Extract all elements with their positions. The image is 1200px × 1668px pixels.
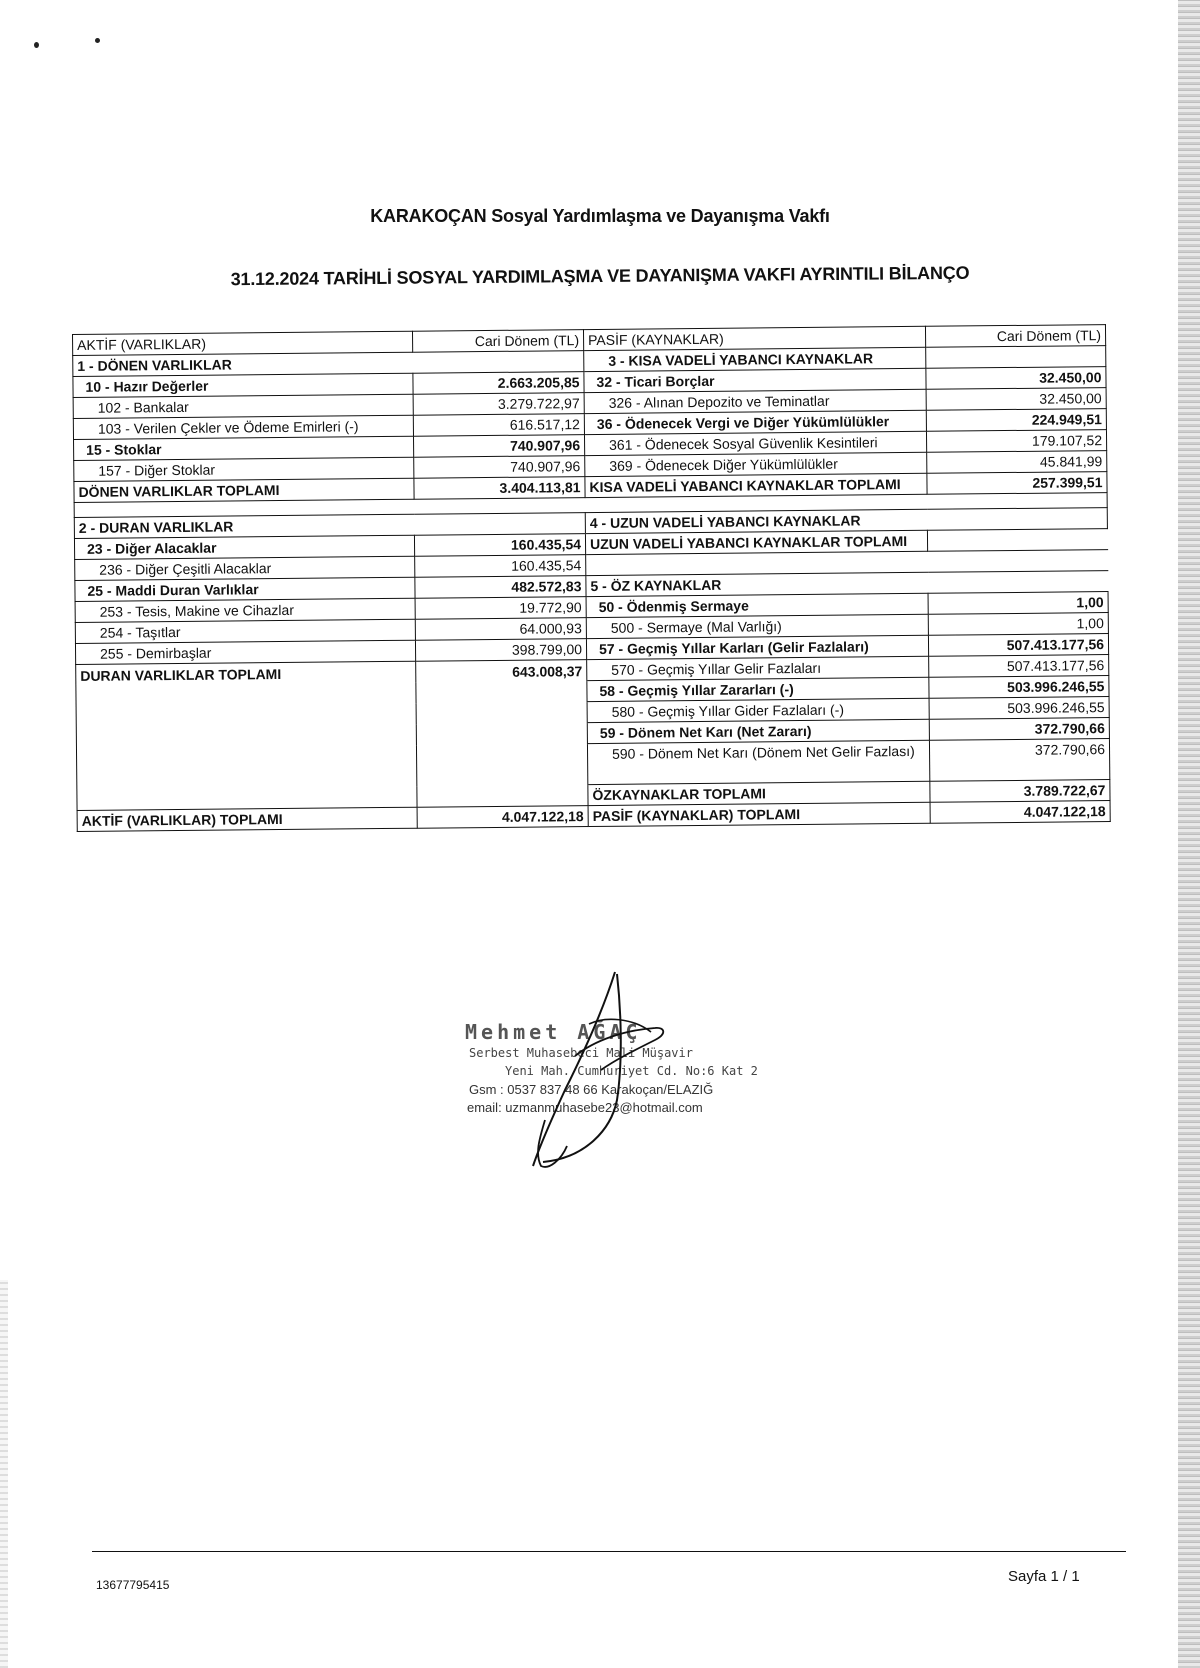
aktif-empty-cell (76, 745, 416, 789)
aktif-empty-cell (416, 681, 587, 704)
aktif-empty-cell (416, 723, 587, 746)
pasif-value: 1,00 (928, 613, 1108, 636)
pasif-label: 32 - Ticari Borçlar (584, 368, 926, 392)
aktif-header: AKTİF (VARLIKLAR) (73, 331, 413, 355)
pasif-total-label: KISA VADELİ YABANCI KAYNAKLAR TOPLAMI (585, 473, 927, 497)
pasif-total-label: ÖZKAYNAKLAR TOPLAMI (588, 781, 930, 805)
pasif-label: 369 - Ödenecek Diğer Yükümlülükler (585, 452, 927, 476)
pasif-label: 500 - Sermaye (Mal Varlığı) (586, 614, 928, 638)
pasif-value: 503.996.246,55 (929, 697, 1109, 720)
stamp-phone: Gsm : 0537 837 48 66 Karakoçan/ELAZIĞ (469, 1082, 714, 1097)
document-id: 13677795415 (96, 1578, 170, 1592)
pasif-label: 50 - Ödenmiş Sermaye (586, 593, 928, 617)
pasif-header: PASİF (KAYNAKLAR) (583, 326, 925, 350)
aktif-total-value: 643.008,37 (416, 660, 587, 683)
aktif-value: 482.572,83 (415, 576, 586, 599)
pasif-section-label: 4 - UZUN VADELİ YABANCI KAYNAKLAR (585, 508, 1107, 534)
aktif-empty-cell (416, 702, 587, 725)
pasif-total-value: 257.399,51 (927, 472, 1107, 495)
pasif-label: 36 - Ödenecek Vergi ve Diğer Yükümlülükler (584, 410, 926, 434)
aktif-period-header: Cari Dönem (TL) (412, 330, 583, 353)
footer-divider (92, 1551, 1126, 1552)
scan-speck (34, 42, 39, 48)
pasif-value (926, 346, 1106, 369)
aktif-value: 2.663.205,85 (413, 372, 584, 395)
pasif-value: 507.413.177,56 (929, 655, 1109, 678)
pasif-label: 361 - Ödenecek Sosyal Güvenlik Kesintileri (584, 431, 926, 455)
pasif-label: 580 - Geçmiş Yıllar Gider Fazlaları (-) (587, 698, 929, 722)
pasif-grand-total-value: 4.047.122,18 (930, 801, 1110, 824)
aktif-section-label: 2 - DURAN VARLIKLAR (74, 513, 585, 539)
aktif-label: 10 - Hazır Değerler (73, 373, 413, 397)
aktif-total-label: DURAN VARLIKLAR TOPLAMI (76, 661, 416, 685)
pasif-total-value: 3.789.722,67 (930, 780, 1110, 803)
pasif-section-label: 3 - KISA VADELİ YABANCI KAYNAKLAR (584, 347, 926, 371)
pasif-value: 372.790,66 (929, 718, 1109, 741)
aktif-section-label: 1 - DÖNEN VARLIKLAR (73, 351, 584, 377)
scan-edge-left (0, 1280, 8, 1668)
pasif-value: 32.450,00 (926, 367, 1106, 390)
aktif-value: 160.435,54 (415, 555, 586, 578)
aktif-total-value: 3.404.113,81 (414, 477, 585, 500)
page-number: Sayfa 1 / 1 (1008, 1568, 1080, 1585)
balance-sheet-table (72, 324, 1111, 832)
aktif-value: 740.907,96 (414, 456, 585, 479)
pasif-period-header: Cari Dönem (TL) (925, 325, 1105, 348)
aktif-value: 398.799,00 (415, 639, 586, 662)
aktif-label: 255 - Demirbaşlar (75, 640, 415, 664)
stamp-name: Mehmet AĞAÇ (465, 1020, 642, 1044)
aktif-label: 254 - Taşıtlar (75, 619, 415, 643)
aktif-value: 740.907,96 (413, 435, 584, 458)
aktif-value: 64.000,93 (415, 618, 586, 641)
aktif-empty-cell (416, 744, 587, 787)
aktif-total-label: DÖNEN VARLIKLAR TOPLAMI (74, 478, 414, 502)
pasif-section-label: 5 - ÖZ KAYNAKLAR (586, 571, 1108, 597)
aktif-grand-total-label: AKTİF (VARLIKLAR) TOPLAMI (77, 807, 417, 831)
aktif-empty-cell (417, 785, 588, 808)
pasif-value: 45.841,99 (927, 451, 1107, 474)
aktif-label: 102 - Bankalar (73, 394, 413, 418)
pasif-value: 507.413.177,56 (928, 634, 1108, 657)
pasif-total-label: UZUN VADELİ YABANCI KAYNAKLAR TOPLAMI (585, 530, 927, 554)
signature-icon (505, 970, 695, 1170)
pasif-label: 58 - Geçmiş Yıllar Zararları (-) (587, 677, 929, 701)
pasif-value: 32.450,00 (926, 388, 1106, 411)
organization-title: KARAKOÇAN Sosyal Yardımlaşma ve Dayanışma Vakfı (370, 206, 830, 226)
aktif-value: 3.279.722,97 (413, 393, 584, 416)
aktif-label: 103 - Verilen Çekler ve Ödeme Emirleri (-) (73, 415, 413, 439)
aktif-label: 157 - Diğer Stoklar (74, 457, 414, 481)
document-title: 31.12.2024 TARİHLİ SOSYAL YARDIMLAŞMA VE DAYANIŞMA VAKFI AYRINTILI BİLANÇO (230, 262, 970, 290)
pasif-label: 326 - Alınan Depozito ve Teminatlar (584, 389, 926, 413)
stamp-email: email: uzmanmuhasebe23@hotmail.com (467, 1100, 703, 1115)
pasif-value: 179.107,52 (926, 430, 1106, 453)
stamp-address: Yeni Mah. Cumhuriyet Cd. No:6 Kat 2 (505, 1064, 758, 1078)
aktif-grand-total-value: 4.047.122,18 (417, 806, 588, 829)
pasif-value: 1,00 (928, 592, 1108, 615)
pasif-value: 224.949,51 (926, 409, 1106, 432)
scan-edge (1178, 0, 1200, 1668)
aktif-label: 25 - Maddi Duran Varlıklar (75, 577, 415, 601)
aktif-label: 15 - Stoklar (74, 436, 414, 460)
pasif-value: 503.996.246,55 (929, 676, 1109, 699)
aktif-label: 253 - Tesis, Makine ve Cihazlar (75, 598, 415, 622)
aktif-label: 236 - Diğer Çeşitli Alacaklar (75, 556, 415, 580)
aktif-value: 160.435,54 (414, 534, 585, 557)
pasif-grand-total-label: PASİF (KAYNAKLAR) TOPLAMI (588, 802, 930, 826)
pasif-value (927, 529, 1107, 552)
stamp-title: Serbest Muhasebeci Mali Müşavir (469, 1046, 693, 1060)
pasif-label: 59 - Dönem Net Karı (Net Zararı) (587, 719, 929, 743)
pasif-label: 57 - Geçmiş Yıllar Karları (Gelir Fazlaları) (586, 635, 928, 659)
aktif-value: 616.517,12 (413, 414, 584, 437)
pasif-label: 570 - Geçmiş Yıllar Gelir Fazlaları (587, 656, 929, 680)
pasif-label: 590 - Dönem Net Karı (Dönem Net Gelir Fazlası) (587, 740, 929, 784)
aktif-value: 19.772,90 (415, 597, 586, 620)
scan-speck (95, 38, 100, 43)
pasif-value: 372.790,66 (929, 739, 1109, 782)
aktif-label: 23 - Diğer Alacaklar (74, 535, 414, 559)
